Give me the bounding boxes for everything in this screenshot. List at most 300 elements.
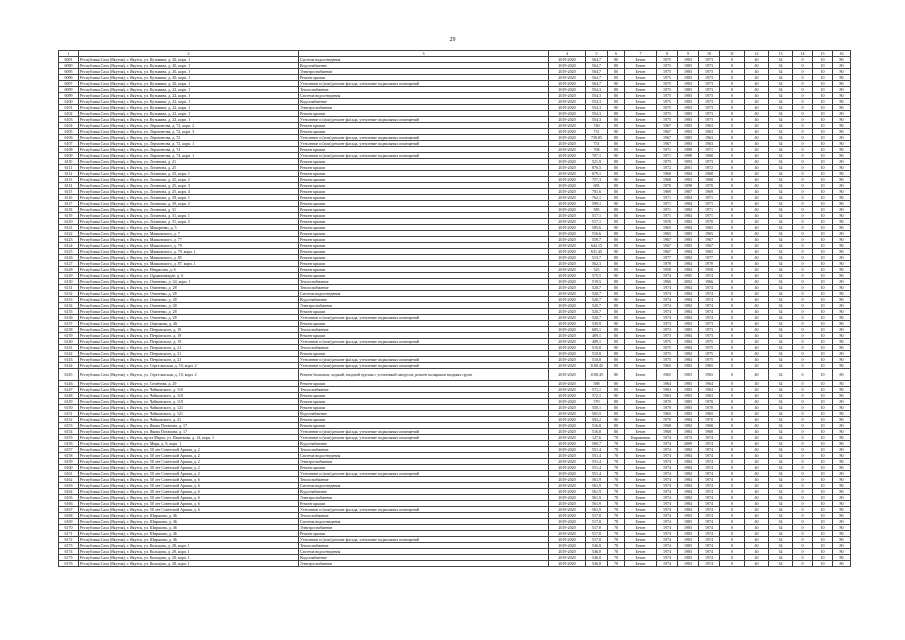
cell-col-16: 80 bbox=[833, 165, 851, 171]
cell-year-overhaul: 1984 bbox=[678, 345, 699, 351]
cell-wall-material: Бетон bbox=[625, 345, 657, 351]
cell-period: 2019-2020 bbox=[549, 381, 586, 387]
cell-wear: 78 bbox=[608, 549, 625, 555]
cell-wall-material: Бетон bbox=[625, 141, 657, 147]
cell-address: Республика Саха (Якутия), г. Якутск, ул. Маяковского, д. 85 bbox=[79, 255, 299, 261]
cell-address: Республика Саха (Якутия), г. Якутск, ул. Маяковского, д. 79 bbox=[79, 243, 299, 249]
cell-col-12: 40 bbox=[745, 519, 769, 525]
cell-work-type: Водоснабжение bbox=[299, 555, 549, 561]
cell-year-built: 1974 bbox=[657, 555, 678, 561]
cell-col-16: 80 bbox=[833, 111, 851, 117]
cell-work-type: Ремонт крыши bbox=[299, 123, 549, 129]
cell-col-12: 40 bbox=[745, 291, 769, 297]
cell-year-built: 1965 bbox=[657, 363, 678, 369]
cell-year-built: 1974 bbox=[657, 297, 678, 303]
cell-col-14: 0 bbox=[793, 363, 813, 369]
cell-id: 6142 bbox=[59, 351, 79, 357]
cell-id: 6169 bbox=[59, 519, 79, 525]
cell-area: 701,6 bbox=[586, 189, 608, 195]
cell-wear: 80 bbox=[608, 423, 625, 429]
cell-col-16: 80 bbox=[833, 429, 851, 435]
cell-work-type: Ремонт крыши bbox=[299, 201, 549, 207]
cell-wall-material: Бетон bbox=[625, 123, 657, 129]
cell-col-15: 10 bbox=[813, 201, 833, 207]
cell-col-15: 10 bbox=[813, 291, 833, 297]
cell-col-14: 0 bbox=[793, 519, 813, 525]
cell-wear: 80 bbox=[608, 123, 625, 129]
cell-col-11: 0 bbox=[720, 555, 745, 561]
cell-col-15: 10 bbox=[813, 483, 833, 489]
cell-col-11: 0 bbox=[720, 519, 745, 525]
cell-year-commission: 1978 bbox=[699, 261, 720, 267]
cell-col-15: 10 bbox=[813, 477, 833, 483]
cell-col-15: 10 bbox=[813, 99, 833, 105]
cell-id: 6145 bbox=[59, 369, 79, 381]
cell-col-16: 80 bbox=[833, 267, 851, 273]
cell-year-overhaul: 1983 bbox=[678, 411, 699, 417]
cell-period: 2019-2020 bbox=[549, 543, 586, 549]
cell-year-overhaul: 1983 bbox=[678, 555, 699, 561]
cell-period: 2019-2020 bbox=[549, 393, 586, 399]
cell-wall-material: Бетон bbox=[625, 267, 657, 273]
cell-col-15: 10 bbox=[813, 213, 833, 219]
cell-id: 6176 bbox=[59, 561, 79, 567]
cell-col-14: 0 bbox=[793, 225, 813, 231]
cell-id: 6159 bbox=[59, 459, 79, 465]
cell-wear: 80 bbox=[608, 399, 625, 405]
cell-col-14: 0 bbox=[793, 105, 813, 111]
cell-area: 521,9 bbox=[586, 159, 608, 165]
cell-wear: 80 bbox=[608, 303, 625, 309]
cell-wear: 80 bbox=[608, 141, 625, 147]
cell-col-13: 34 bbox=[769, 243, 793, 249]
cell-col-16: 80 bbox=[833, 351, 851, 357]
cell-col-14: 0 bbox=[793, 237, 813, 243]
cell-col-14: 0 bbox=[793, 477, 813, 483]
cell-year-commission: 1974 bbox=[699, 453, 720, 459]
cell-id: 6134 bbox=[59, 303, 79, 309]
cell-work-type: Система водоотведения bbox=[299, 519, 549, 525]
cell-col-11: 0 bbox=[720, 105, 745, 111]
cell-col-11: 0 bbox=[720, 189, 745, 195]
col-header-10: 10 bbox=[699, 51, 720, 57]
cell-year-overhaul: 1983 bbox=[678, 117, 699, 123]
cell-col-11: 0 bbox=[720, 309, 745, 315]
cell-period: 2019-2020 bbox=[549, 231, 586, 237]
cell-col-13: 34 bbox=[769, 345, 793, 351]
cell-area: 517,8 bbox=[586, 531, 608, 537]
cell-wear: 78 bbox=[608, 537, 625, 543]
cell-work-type: Система водоотведения bbox=[299, 93, 549, 99]
cell-period: 2019-2020 bbox=[549, 81, 586, 87]
cell-col-16: 80 bbox=[833, 363, 851, 369]
cell-area: 731 bbox=[586, 129, 608, 135]
cell-col-12: 40 bbox=[745, 165, 769, 171]
cell-col-13: 34 bbox=[769, 87, 793, 93]
cell-area: 572,1 bbox=[586, 393, 608, 399]
cell-col-15: 10 bbox=[813, 81, 833, 87]
cell-col-12: 40 bbox=[745, 477, 769, 483]
cell-col-14: 0 bbox=[793, 471, 813, 477]
cell-col-16: 80 bbox=[833, 519, 851, 525]
cell-col-16: 80 bbox=[833, 147, 851, 153]
cell-col-12: 40 bbox=[745, 363, 769, 369]
cell-col-14: 0 bbox=[793, 423, 813, 429]
cell-period: 2019-2020 bbox=[549, 135, 586, 141]
cell-col-16: 80 bbox=[833, 411, 851, 417]
cell-work-type: Ремонт крыши bbox=[299, 261, 549, 267]
cell-period: 2019-2020 bbox=[549, 99, 586, 105]
cell-col-14: 0 bbox=[793, 273, 813, 279]
cell-col-15: 10 bbox=[813, 387, 833, 393]
cell-col-16: 80 bbox=[833, 63, 851, 69]
cell-id: 6114 bbox=[59, 183, 79, 189]
cell-wall-material: Бетон bbox=[625, 477, 657, 483]
cell-col-15: 10 bbox=[813, 441, 833, 447]
cell-area: 517,8 bbox=[586, 537, 608, 543]
cell-col-11: 0 bbox=[720, 417, 745, 423]
cell-wear: 78 bbox=[608, 543, 625, 549]
cell-year-commission: 1965 bbox=[699, 225, 720, 231]
cell-wall-material: Бетон bbox=[625, 291, 657, 297]
cell-year-built: 1974 bbox=[657, 507, 678, 513]
cell-col-15: 10 bbox=[813, 339, 833, 345]
cell-address: Республика Саха (Якутия), г. Якутск, ул. Кольцова, д. 28, корп. 1 bbox=[79, 543, 299, 549]
cell-period: 2019-2020 bbox=[549, 417, 586, 423]
cell-col-15: 10 bbox=[813, 315, 833, 321]
cell-year-built: 1965 bbox=[657, 411, 678, 417]
cell-wear: 80 bbox=[608, 315, 625, 321]
cell-year-built: 1966 bbox=[657, 279, 678, 285]
cell-period: 2019-2020 bbox=[549, 87, 586, 93]
cell-period: 2019-2020 bbox=[549, 285, 586, 291]
cell-work-type: Ремонт крыши bbox=[299, 405, 549, 411]
cell-period: 2019-2020 bbox=[549, 453, 586, 459]
cell-wear: 80 bbox=[608, 363, 625, 369]
cell-period: 2019-2020 bbox=[549, 63, 586, 69]
cell-col-12: 40 bbox=[745, 111, 769, 117]
cell-col-15: 10 bbox=[813, 351, 833, 357]
cell-col-16: 80 bbox=[833, 201, 851, 207]
cell-id: 6140 bbox=[59, 339, 79, 345]
cell-year-overhaul: 1983 bbox=[678, 111, 699, 117]
cell-col-13: 34 bbox=[769, 495, 793, 501]
cell-address: Республика Саха (Якутия), г. Якутск, ул. Кузьмина, д. 22, корп. 1 bbox=[79, 93, 299, 99]
cell-work-type: Теплоснабжение bbox=[299, 543, 549, 549]
cell-wall-material: Бетон bbox=[625, 279, 657, 285]
cell-wall-material: Бетон bbox=[625, 117, 657, 123]
cell-col-11: 0 bbox=[720, 513, 745, 519]
cell-wall-material: Бетон bbox=[625, 111, 657, 117]
cell-wear: 80 bbox=[608, 333, 625, 339]
cell-col-15: 10 bbox=[813, 561, 833, 567]
cell-col-14: 0 bbox=[793, 387, 813, 393]
cell-col-16: 80 bbox=[833, 105, 851, 111]
cell-col-11: 0 bbox=[720, 429, 745, 435]
cell-year-built: 1964 bbox=[657, 381, 678, 387]
cell-year-commission: 1973 bbox=[699, 81, 720, 87]
cell-wear: 78 bbox=[608, 507, 625, 513]
cell-period: 2019-2020 bbox=[549, 423, 586, 429]
cell-area: 599,1 bbox=[586, 201, 608, 207]
cell-wall-material: Бетон bbox=[625, 87, 657, 93]
cell-year-built: 1974 bbox=[657, 537, 678, 543]
cell-col-14: 0 bbox=[793, 285, 813, 291]
cell-address: Республика Саха (Якутия), г. Якутск, ул. Кольцова, д. 28, корп. 1 bbox=[79, 549, 299, 555]
cell-area: 554,3 bbox=[586, 105, 608, 111]
cell-col-12: 40 bbox=[745, 417, 769, 423]
cell-year-built: 1967 bbox=[657, 249, 678, 255]
cell-col-14: 0 bbox=[793, 201, 813, 207]
cell-id: 6163 bbox=[59, 483, 79, 489]
cell-col-13: 34 bbox=[769, 339, 793, 345]
cell-area: 520,7 bbox=[586, 297, 608, 303]
cell-address: Республика Саха (Якутия), г. Якутск, ул. Очиченко, д. 28 bbox=[79, 309, 299, 315]
cell-period: 2019-2020 bbox=[549, 501, 586, 507]
cell-col-16: 80 bbox=[833, 273, 851, 279]
cell-wall-material: Бетон bbox=[625, 171, 657, 177]
cell-col-11: 0 bbox=[720, 225, 745, 231]
cell-col-14: 0 bbox=[793, 525, 813, 531]
cell-area: 561,9 bbox=[586, 477, 608, 483]
cell-year-built: 1975 bbox=[657, 69, 678, 75]
cell-year-commission: 1974 bbox=[699, 549, 720, 555]
cell-wear: 78 bbox=[608, 513, 625, 519]
cell-year-built: 1974 bbox=[657, 531, 678, 537]
cell-area: 562,3 bbox=[586, 261, 608, 267]
cell-col-13: 34 bbox=[769, 369, 793, 381]
cell-col-16: 80 bbox=[833, 237, 851, 243]
cell-address: Республика Саха (Якутия), г. Якутск, ул. Логинова, д. 31 bbox=[79, 207, 299, 213]
cell-col-14: 0 bbox=[793, 261, 813, 267]
cell-col-16: 80 bbox=[833, 513, 851, 519]
cell-year-built: 1971 bbox=[657, 195, 678, 201]
cell-col-14: 0 bbox=[793, 231, 813, 237]
cell-wall-material: Бетон bbox=[625, 93, 657, 99]
cell-id: 6095 bbox=[59, 69, 79, 75]
cell-year-commission: 1971 bbox=[699, 147, 720, 153]
cell-period: 2019-2020 bbox=[549, 69, 586, 75]
cell-work-type: Ремонт крыши bbox=[299, 129, 549, 135]
cell-year-overhaul: 1983 bbox=[678, 237, 699, 243]
cell-year-overhaul: 1988 bbox=[678, 147, 699, 153]
cell-year-built: 1967 bbox=[657, 129, 678, 135]
cell-id: 6117 bbox=[59, 201, 79, 207]
cell-col-16: 80 bbox=[833, 129, 851, 135]
cell-work-type: Теплоснабжение bbox=[299, 447, 549, 453]
cell-col-16: 80 bbox=[833, 465, 851, 471]
cell-col-15: 10 bbox=[813, 447, 833, 453]
cell-col-13: 34 bbox=[769, 315, 793, 321]
cell-area: 707,1 bbox=[586, 153, 608, 159]
cell-wall-material: Бетон bbox=[625, 231, 657, 237]
cell-wall-material: Бетон bbox=[625, 333, 657, 339]
cell-year-commission: 1965 bbox=[699, 231, 720, 237]
cell-col-12: 40 bbox=[745, 531, 769, 537]
cell-year-commission: 1974 bbox=[699, 459, 720, 465]
cell-wall-material: Бетон bbox=[625, 507, 657, 513]
cell-wear: 80 bbox=[608, 297, 625, 303]
cell-year-built: 1971 bbox=[657, 213, 678, 219]
cell-year-overhaul: 1993 bbox=[678, 159, 699, 165]
cell-col-15: 10 bbox=[813, 93, 833, 99]
cell-col-12: 40 bbox=[745, 249, 769, 255]
cell-col-15: 10 bbox=[813, 189, 833, 195]
cell-area: 561,9 bbox=[586, 489, 608, 495]
cell-id: 6166 bbox=[59, 501, 79, 507]
cell-wall-material: Бетон bbox=[625, 495, 657, 501]
cell-period: 2019-2020 bbox=[549, 333, 586, 339]
cell-id: 6160 bbox=[59, 465, 79, 471]
cell-wall-material: Бетон bbox=[625, 513, 657, 519]
cell-id: 6136 bbox=[59, 315, 79, 321]
cell-year-commission: 1971 bbox=[699, 201, 720, 207]
cell-col-16: 80 bbox=[833, 423, 851, 429]
cell-col-11: 0 bbox=[720, 345, 745, 351]
cell-wall-material: Бетон bbox=[625, 57, 657, 63]
cell-id: 6128 bbox=[59, 267, 79, 273]
cell-period: 2019-2020 bbox=[549, 207, 586, 213]
cell-period: 2019-2020 bbox=[549, 291, 586, 297]
cell-period: 2019-2020 bbox=[549, 297, 586, 303]
cell-year-overhaul: 1983 bbox=[678, 387, 699, 393]
cell-id: 6129 bbox=[59, 273, 79, 279]
cell-wear: 80 bbox=[608, 237, 625, 243]
cell-work-type: Ремонт крыши bbox=[299, 75, 549, 81]
cell-wall-material: Бетон bbox=[625, 537, 657, 543]
cell-col-11: 0 bbox=[720, 159, 745, 165]
cell-col-11: 0 bbox=[720, 129, 745, 135]
cell-address: Республика Саха (Якутия), г. Якутск, ул. Некрасова, д. 6 bbox=[79, 267, 299, 273]
col-header-7: 7 bbox=[625, 51, 657, 57]
cell-col-13: 34 bbox=[769, 429, 793, 435]
cell-col-11: 0 bbox=[720, 279, 745, 285]
cell-col-16: 80 bbox=[833, 141, 851, 147]
cell-col-13: 34 bbox=[769, 423, 793, 429]
cell-year-commission: 1963 bbox=[699, 123, 720, 129]
cell-col-14: 0 bbox=[793, 489, 813, 495]
cell-work-type: Ремонт крыши bbox=[299, 333, 549, 339]
cell-wear: 80 bbox=[608, 165, 625, 171]
cell-col-15: 10 bbox=[813, 267, 833, 273]
cell-wall-material: Бетон bbox=[625, 465, 657, 471]
cell-col-16: 80 bbox=[833, 219, 851, 225]
cell-area: 520,7 bbox=[586, 291, 608, 297]
cell-col-14: 0 bbox=[793, 333, 813, 339]
cell-work-type: Ремонт крыши bbox=[299, 309, 549, 315]
cell-year-commission: 1974 bbox=[699, 519, 720, 525]
cell-col-14: 0 bbox=[793, 417, 813, 423]
cell-year-overhaul: 1998 bbox=[678, 183, 699, 189]
cell-address: Республика Саха (Якутия), г. Якутск, ул. 50 лет Советской Армии, д. 2 bbox=[79, 453, 299, 459]
cell-col-11: 0 bbox=[720, 201, 745, 207]
col-header-9: 9 bbox=[678, 51, 699, 57]
cell-col-16: 80 bbox=[833, 255, 851, 261]
cell-col-15: 10 bbox=[813, 231, 833, 237]
cell-year-built: 1975 bbox=[657, 57, 678, 63]
cell-year-built: 1974 bbox=[657, 519, 678, 525]
cell-col-16: 80 bbox=[833, 225, 851, 231]
cell-col-14: 0 bbox=[793, 81, 813, 87]
cell-col-12: 40 bbox=[745, 93, 769, 99]
cell-year-built: 1974 bbox=[657, 285, 678, 291]
cell-wear: 80 bbox=[608, 321, 625, 327]
cell-col-12: 40 bbox=[745, 309, 769, 315]
cell-wear: 80 bbox=[608, 153, 625, 159]
cell-year-built: 1970 bbox=[657, 219, 678, 225]
cell-area: 546,8 bbox=[586, 549, 608, 555]
cell-id: 6119 bbox=[59, 213, 79, 219]
cell-col-15: 10 bbox=[813, 543, 833, 549]
cell-area: 561,9 bbox=[586, 507, 608, 513]
cell-col-12: 40 bbox=[745, 303, 769, 309]
cell-wall-material: Бетон bbox=[625, 357, 657, 363]
table-row bbox=[59, 369, 851, 381]
cell-col-15: 10 bbox=[813, 171, 833, 177]
cell-year-overhaul: 1984 bbox=[678, 429, 699, 435]
cell-col-12: 40 bbox=[745, 117, 769, 123]
cell-year-commission: 1965 bbox=[699, 363, 720, 369]
cell-col-15: 10 bbox=[813, 495, 833, 501]
cell-address: Республика Саха (Якутия), г. Якутск, ул. Петровского, д. 19 bbox=[79, 333, 299, 339]
cell-col-16: 80 bbox=[833, 543, 851, 549]
cell-year-commission: 1973 bbox=[699, 69, 720, 75]
cell-wall-material: Бетон bbox=[625, 429, 657, 435]
cell-col-13: 34 bbox=[769, 543, 793, 549]
cell-year-built: 1975 bbox=[657, 63, 678, 69]
cell-wear: 80 bbox=[608, 327, 625, 333]
cell-wear: 80 bbox=[608, 387, 625, 393]
cell-col-16: 80 bbox=[833, 213, 851, 219]
cell-year-commission: 1974 bbox=[699, 291, 720, 297]
cell-period: 2019-2020 bbox=[549, 327, 586, 333]
cell-address: Республика Саха (Якутия), г. Якутск, ул. Ширшова, д. 46 bbox=[79, 525, 299, 531]
cell-col-14: 0 bbox=[793, 405, 813, 411]
cell-address: Республика Саха (Якутия), г. Якутск, ул. Очиченко, д. 28 bbox=[79, 315, 299, 321]
cell-year-overhaul: 1983 bbox=[678, 561, 699, 567]
cell-work-type: Ремонт крыши bbox=[299, 237, 549, 243]
cell-area: 564,7 bbox=[586, 75, 608, 81]
cell-year-built: 1963 bbox=[657, 393, 678, 399]
cell-col-13: 34 bbox=[769, 489, 793, 495]
cell-wear: 80 bbox=[608, 93, 625, 99]
cell-col-16: 80 bbox=[833, 177, 851, 183]
cell-address: Республика Саха (Якутия), г. Якутск, ул. Якова Потапова, д. 17 bbox=[79, 423, 299, 429]
col-header-15: 15 bbox=[813, 51, 833, 57]
cell-col-12: 40 bbox=[745, 237, 769, 243]
cell-area: 876,5 bbox=[586, 165, 608, 171]
cell-col-11: 0 bbox=[720, 351, 745, 357]
cell-col-12: 40 bbox=[745, 423, 769, 429]
cell-col-11: 0 bbox=[720, 165, 745, 171]
cell-col-16: 80 bbox=[833, 489, 851, 495]
cell-col-11: 0 bbox=[720, 93, 745, 99]
cell-area: 592,2 bbox=[586, 417, 608, 423]
cell-work-type: Ремонт крыши bbox=[299, 219, 549, 225]
cell-id: 6167 bbox=[59, 507, 79, 513]
cell-col-16: 80 bbox=[833, 369, 851, 381]
cell-year-commission: 1972 bbox=[699, 165, 720, 171]
cell-address: Республика Саха (Якутия), г. Якутск, ул. Ширшова, д. 46 bbox=[79, 531, 299, 537]
cell-period: 2019-2020 bbox=[549, 159, 586, 165]
cell-year-overhaul: 1983 bbox=[678, 219, 699, 225]
cell-wall-material: Бетон bbox=[625, 489, 657, 495]
cell-wear: 80 bbox=[608, 261, 625, 267]
cell-id: 6144 bbox=[59, 363, 79, 369]
cell-wear: 80 bbox=[608, 279, 625, 285]
cell-col-12: 40 bbox=[745, 357, 769, 363]
cell-year-overhaul: 1983 bbox=[678, 87, 699, 93]
